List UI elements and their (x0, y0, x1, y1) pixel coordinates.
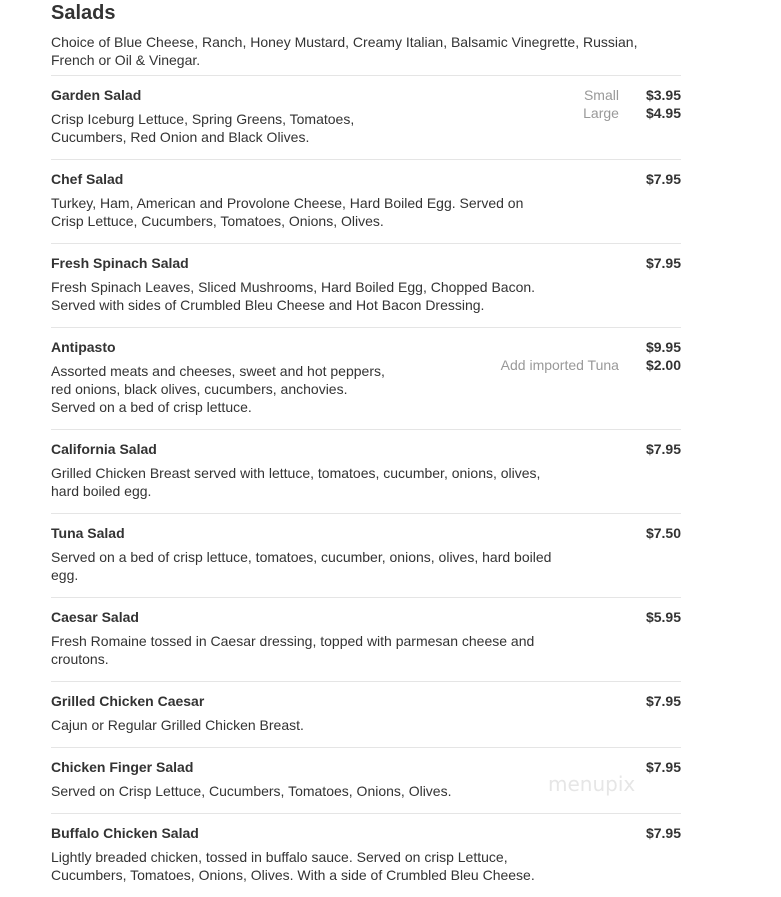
price-value: $2.00 (645, 357, 681, 373)
price-row (646, 758, 681, 776)
menu-item-description-line: Fresh Spinach Leaves, Sliced Mushrooms, Hard Boiled Egg, Chopped Bacon. (51, 279, 536, 295)
menu-item-description (51, 194, 681, 243)
menu-item-description-line: Turkey, Ham, American and Provolone Cheese, Hard Boiled Egg. Served on (51, 195, 524, 211)
price-value: $7.95 (645, 759, 681, 775)
menu-item-description-line: Fresh Romaine tossed in Caesar dressing, topped with parmesan cheese and (51, 633, 535, 649)
menu-item (51, 814, 681, 897)
price-value: $9.95 (645, 339, 681, 355)
menu-item-description-line: red onions, black olives, cucumbers, anchovies. (51, 381, 348, 397)
price-row (501, 356, 681, 374)
menu-item-description-line: Assorted meats and cheeses, sweet and hot peppers, (51, 363, 385, 379)
price-value: $7.95 (645, 171, 681, 187)
menu-item-name: Antipasto (51, 339, 116, 355)
menu-item-description-line: hard boiled egg. (51, 483, 152, 499)
menu-item (51, 328, 681, 430)
price-row (501, 338, 681, 356)
price-row (583, 104, 681, 122)
menu-item-description (51, 716, 681, 747)
price-value: $3.95 (645, 87, 681, 103)
menu-item-description (51, 278, 681, 327)
price-value: $7.95 (645, 441, 681, 457)
menu-item-prices (646, 824, 681, 842)
price-value: $4.95 (645, 105, 681, 121)
price-row (646, 608, 681, 626)
menu-item-prices (646, 758, 681, 776)
menu-item (51, 598, 681, 682)
menu-item-prices (646, 524, 681, 542)
menu-item-description-line: egg. (51, 567, 79, 583)
menu-item-name: Garden Salad (51, 87, 142, 103)
menu-item-prices (646, 254, 681, 272)
menu-item-name: Buffalo Chicken Salad (51, 825, 199, 841)
menu-item-name: Caesar Salad (51, 609, 139, 625)
price-value: $5.95 (645, 609, 681, 625)
menu-item (51, 244, 681, 328)
menu-item-description-line: Grilled Chicken Breast served with lettuce, tomatoes, cucumber, onions, olives, (51, 465, 541, 481)
price-option-label: Small (583, 87, 619, 103)
menu-item-name: Grilled Chicken Caesar (51, 693, 205, 709)
menu-item-description (51, 548, 681, 597)
menu-item (51, 76, 681, 160)
menu-page (51, 0, 681, 897)
menu-item-description-line: Cucumbers, Tomatoes, Onions, Olives. With a side of Crumbled Bleu Cheese. (51, 867, 535, 883)
menupix-watermark: menupix (548, 772, 636, 796)
menu-item (51, 160, 681, 244)
menu-item-description-line: Crisp Lettuce, Cucumbers, Tomatoes, Onions, Olives. (51, 213, 384, 229)
price-row (646, 440, 681, 458)
menu-item-prices (646, 440, 681, 458)
section-title: Salads (51, 2, 116, 24)
price-row (646, 824, 681, 842)
menu-item-description-line: Lightly breaded chicken, tossed in buffalo sauce. Served on crisp Lettuce, (51, 849, 508, 865)
menu-item (51, 514, 681, 598)
price-option-label: Large (583, 105, 619, 121)
section-description: Choice of Blue Cheese, Ranch, Honey Mustard, Creamy Italian, Balsamic Vinegrette, Russian, French or Oil & Vinegar. (51, 33, 681, 76)
menu-item-description-line: Served on a bed of crisp lettuce, tomatoes, cucumber, onions, olives, hard boiled (51, 549, 552, 565)
price-value: $7.95 (645, 255, 681, 271)
menu-item-name: Tuna Salad (51, 525, 125, 541)
price-row (646, 524, 681, 542)
menu-item-description-line: Served with sides of Crumbled Bleu Cheese and Hot Bacon Dressing. (51, 297, 485, 313)
menu-item-description-line: Served on Crisp Lettuce, Cucumbers, Tomatoes, Onions, Olives. (51, 783, 452, 799)
menu-item-description-line: Served on a bed of crisp lettuce. (51, 399, 252, 415)
menu-item-description (51, 848, 681, 897)
menu-item (51, 430, 681, 514)
menu-item-description-line: croutons. (51, 651, 109, 667)
menu-item-prices (583, 86, 681, 122)
menu-item-prices (646, 608, 681, 626)
menu-item-description-line: Cajun or Regular Grilled Chicken Breast. (51, 717, 304, 733)
price-value: $7.95 (645, 825, 681, 841)
menu-item-description-line: Cucumbers, Red Onion and Black Olives. (51, 129, 310, 145)
menu-item-prices (646, 170, 681, 188)
menu-item (51, 682, 681, 748)
menu-item-name: Chef Salad (51, 171, 124, 187)
menu-item-description-line: Crisp Iceburg Lettuce, Spring Greens, Tomatoes, (51, 111, 355, 127)
price-row (646, 170, 681, 188)
menu-item-prices (646, 692, 681, 710)
price-value: $7.95 (645, 693, 681, 709)
price-row (583, 86, 681, 104)
price-row (646, 692, 681, 710)
price-value: $7.50 (645, 525, 681, 541)
menu-item-name: Chicken Finger Salad (51, 759, 194, 775)
menu-item-description (51, 632, 681, 681)
price-row (646, 254, 681, 272)
price-option-label: Add imported Tuna (500, 357, 619, 373)
menu-item-description (51, 464, 681, 513)
menu-item-name: Fresh Spinach Salad (51, 255, 189, 271)
menu-item-name: California Salad (51, 441, 157, 457)
menu-item-prices (501, 338, 681, 374)
